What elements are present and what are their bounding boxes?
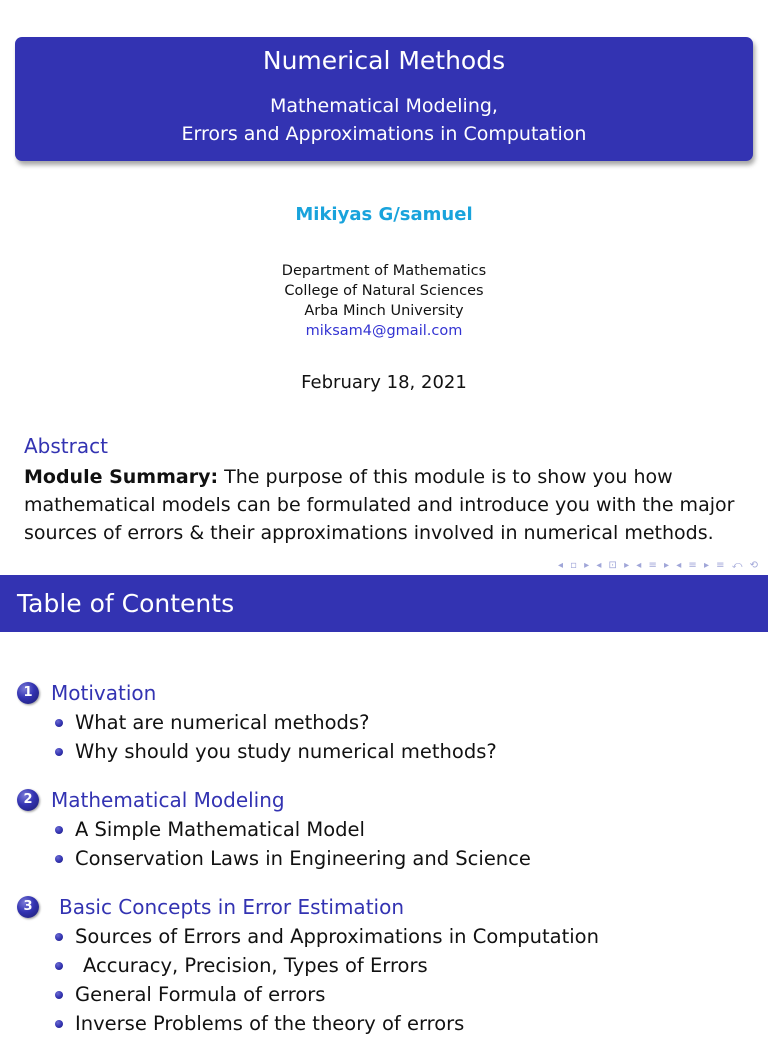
abstract-body: The purpose of this module is to show you how mathematical models can be formulated and introduce you with the major sources of errors & their approximations involved in numerical methods. (24, 466, 735, 544)
toc-subsection[interactable]: Inverse Problems of the theory of errors (0, 1009, 768, 1038)
college: College of Natural Sciences (284, 283, 484, 299)
toc-slide (0, 575, 768, 1035)
toc-subsection[interactable]: Conservation Laws in Engineering and Science (0, 844, 768, 873)
toc-subsection[interactable]: A Simple Mathematical Model (0, 815, 768, 844)
section-label[interactable]: Mathematical Modeling (51, 788, 285, 812)
subtitle-line-2: Errors and Approximations in Computation (181, 123, 587, 145)
toc-sections (0, 678, 768, 1057)
abstract-lead: Module Summary: (24, 466, 219, 488)
toc-section-2[interactable] (0, 785, 768, 873)
presentation-date: February 18, 2021 (301, 372, 467, 393)
section-label[interactable]: Basic Concepts in Error Estimation (59, 895, 404, 919)
abstract-title: Abstract (24, 434, 108, 458)
bullet-icon (55, 719, 63, 727)
bullet-icon (55, 826, 63, 834)
subtitle-line-1: Mathematical Modeling, (270, 95, 498, 117)
university: Arba Minch University (304, 303, 464, 319)
department: Department of Mathematics (281, 263, 487, 279)
toc-header (0, 575, 768, 632)
presentation-title: Numerical Methods (262, 46, 506, 75)
institution-block (0, 261, 768, 341)
section-label[interactable]: Motivation (51, 681, 157, 705)
toc-subsection[interactable]: What are numerical methods? (0, 708, 768, 737)
presentation-subtitle (15, 92, 753, 148)
toc-subsection[interactable]: General Formula of errors (0, 980, 768, 1009)
toc-subsection[interactable]: Accuracy, Precision, Types of Errors (0, 951, 768, 980)
toc-section-1[interactable] (0, 678, 768, 766)
bullet-icon (55, 933, 63, 941)
bullet-icon (55, 855, 63, 863)
toc-subsection[interactable]: Why should you study numerical methods? (0, 737, 768, 766)
toc-subsection[interactable]: Sources of Errors and Approximations in Computation (0, 922, 768, 951)
bullet-icon (55, 991, 63, 999)
title-block (15, 37, 753, 161)
abstract-text (24, 463, 748, 547)
section-number-badge: 3 (17, 896, 39, 918)
section-number-badge: 2 (17, 789, 39, 811)
beamer-navigation-icons[interactable]: ◂ ▫ ▸ ◂ ⊡ ▸ ◂ ≡ ▸ ◂ ≡ ▸ ≡ ⤺ ⟲ (557, 560, 760, 571)
bullet-icon (55, 748, 63, 756)
toc-section-3[interactable] (0, 892, 768, 1038)
bullet-icon (55, 962, 63, 970)
email-link[interactable]: miksam4@gmail.com (305, 323, 463, 339)
toc-heading: Table of Contents (17, 589, 235, 618)
section-number-badge: 1 (17, 682, 39, 704)
author-name: Mikiyas G/samuel (295, 204, 473, 225)
